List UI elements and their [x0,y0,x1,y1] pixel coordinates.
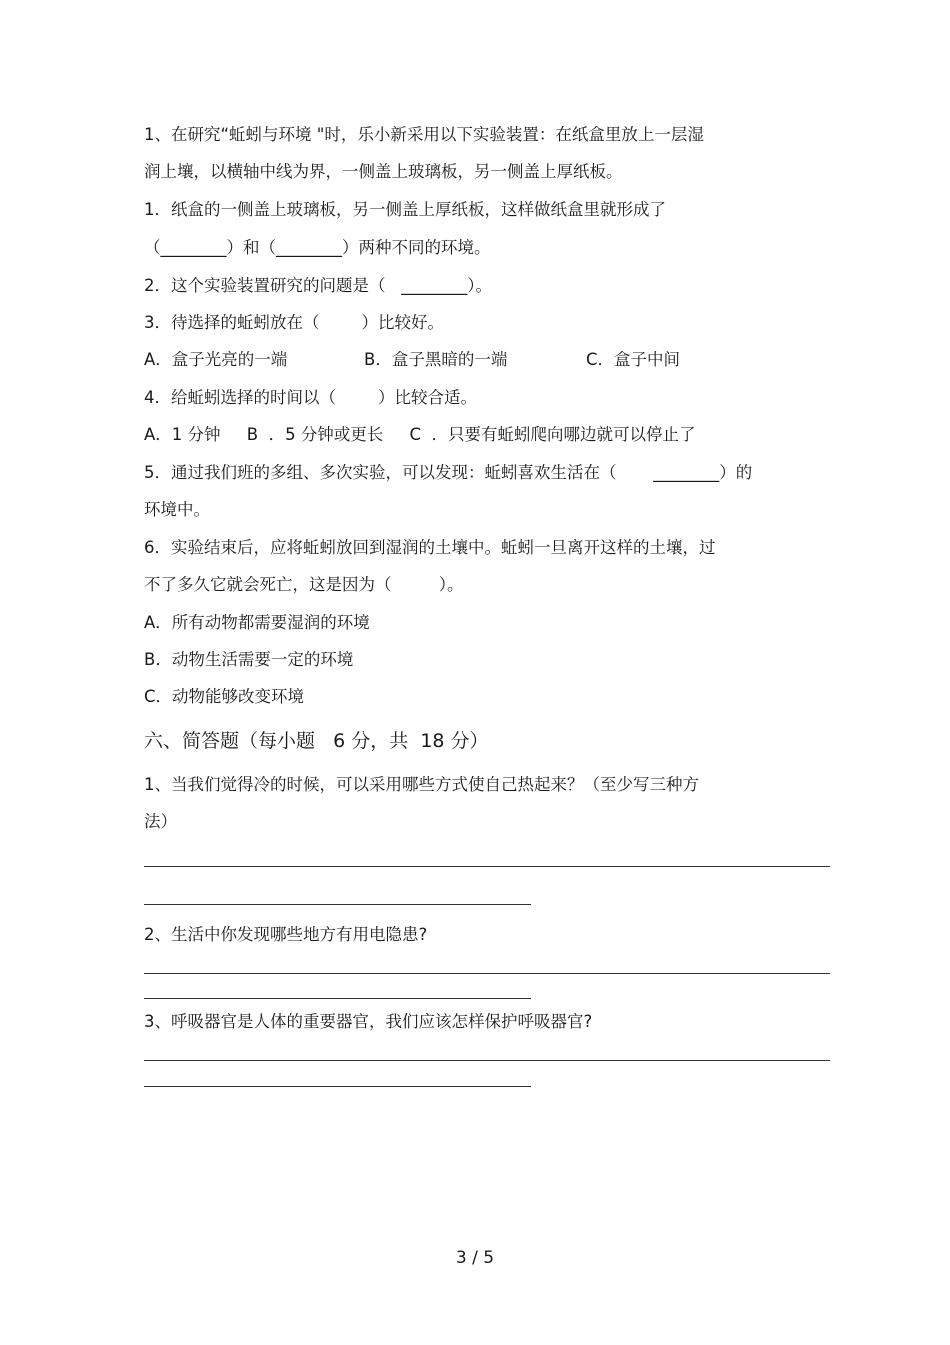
sub-question-3: 3．待选择的蚯蚓放在（ ）比较好。 [144,313,444,332]
section-6-title: 六、简答题（每小题 6 分，共 18 分） [144,730,489,752]
question-1-intro-line-2: 润上壤，以横轴中线为界，一侧盖上玻璃板，另一侧盖上厚纸板。 [144,162,623,181]
question-1-intro-line-1: 1、在研究“蚯蚓与环境 "时，乐小新采用以下实验装置：在纸盒里放上一层湿 [144,125,704,144]
answer-line [144,866,830,867]
sub-question-4: 4．给蚯蚓选择的时间以（ ）比较合适。 [144,388,477,407]
sub-question-6-line-2: 不了多久它就会死亡，这是因为（ ）。 [144,575,464,594]
sub-question-6-option-a: A．所有动物都需要湿润的环境 [144,613,370,632]
page-number: 3 / 5 [455,1248,495,1268]
short-answer-3: 3、呼吸器官是人体的重要器官，我们应该怎样保护呼吸器官? [144,1012,593,1031]
answer-line [144,998,531,999]
sub-question-6-option-b: B．动物生活需要一定的环境 [144,650,354,669]
answer-line [144,1060,830,1061]
answer-line [144,904,531,905]
sub-question-4-options: A．1 分钟 B ．5 分钟或更长 C ．只要有蚯蚓爬向哪边就可以停止了 [144,425,696,444]
sub-question-1-line-1: 1．纸盒的一侧盖上玻璃板，另一侧盖上厚纸板，这样做纸盒里就形成了 [144,200,666,219]
short-answer-1-line-1: 1、当我们觉得冷的时候，可以采用哪些方式使自己热起来？（至少写三种方 [144,775,699,794]
sub-question-6-line-1: 6．实验结束后，应将蚯蚓放回到湿润的土壤中。蚯蚓一旦离开这样的土壤，过 [144,538,716,557]
sub-question-3-option-c: C．盒子中间 [586,350,681,369]
sub-question-1-line-2: （________）和（________）两种不同的环境。 [144,238,491,257]
sub-question-6-option-c: C．动物能够改变环境 [144,687,305,706]
sub-question-5-line-1: 5．通过我们班的多组、多次实验，可以发现：蚯蚓喜欢生活在（ ________）的 [144,463,753,482]
short-answer-1-line-2: 法） [144,812,177,831]
sub-question-3-option-b: B．盒子黑暗的一端 [364,350,508,369]
answer-line [144,973,830,974]
sub-question-5-line-2: 环境中。 [144,500,210,519]
short-answer-2: 2、生活中你发现哪些地方有用电隐患? [144,925,428,944]
sub-question-3-option-a: A．盒子光亮的一端 [144,350,288,369]
sub-question-2: 2．这个实验装置研究的问题是（ ________）。 [144,276,492,295]
answer-line [144,1086,531,1087]
